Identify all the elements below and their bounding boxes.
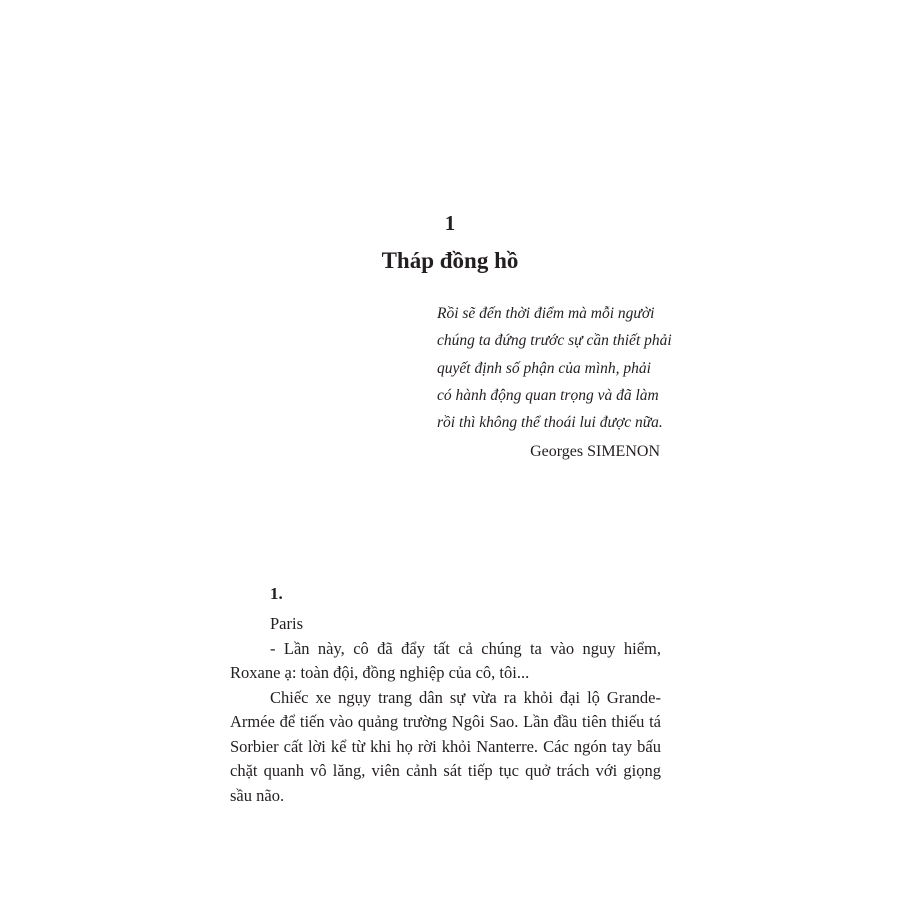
paragraph-dialogue: - Lần này, cô đã đẩy tất cả chúng ta vào nguy hiểm, Roxane ạ: toàn đội, đồng nghiệp của cô, tôi... [230,638,661,682]
epigraph-line: có hành động quan trọng và đã làm [437,386,659,404]
epigraph-line: chúng ta đứng trước sự cần thiết phải [437,332,672,350]
epigraph-line: rồi thì không thể thoái lui được nữa. [437,414,663,432]
paragraph-place: Paris [270,614,303,633]
chapter-title: Tháp đồng hồ [381,248,519,273]
chapter-number: 1 [444,211,456,235]
epigraph-author: Georges SIMENON [530,443,660,460]
epigraph-line: quyết định số phận của mình, phải [437,359,651,377]
epigraph-line: Rồi sẽ đến thời điểm mà mỗi người [437,305,655,322]
body-text [230,612,661,808]
paragraph-narration: Chiếc xe ngụy trang dân sự vừa ra khỏi đại lộ Grande-Armée để tiến vào quảng trường Ngôi Sao. Lần đầu tiên thiếu tá Sorbier cất lời kể từ khi họ rời khỏi Nanterre. Các ngón tay bấu chặt quanh vô lăng, viên cảnh sát tiếp tục quở trách với giọng sầu não. [230,687,661,805]
epigraph [437,300,672,436]
section-number: 1. [270,584,283,603]
